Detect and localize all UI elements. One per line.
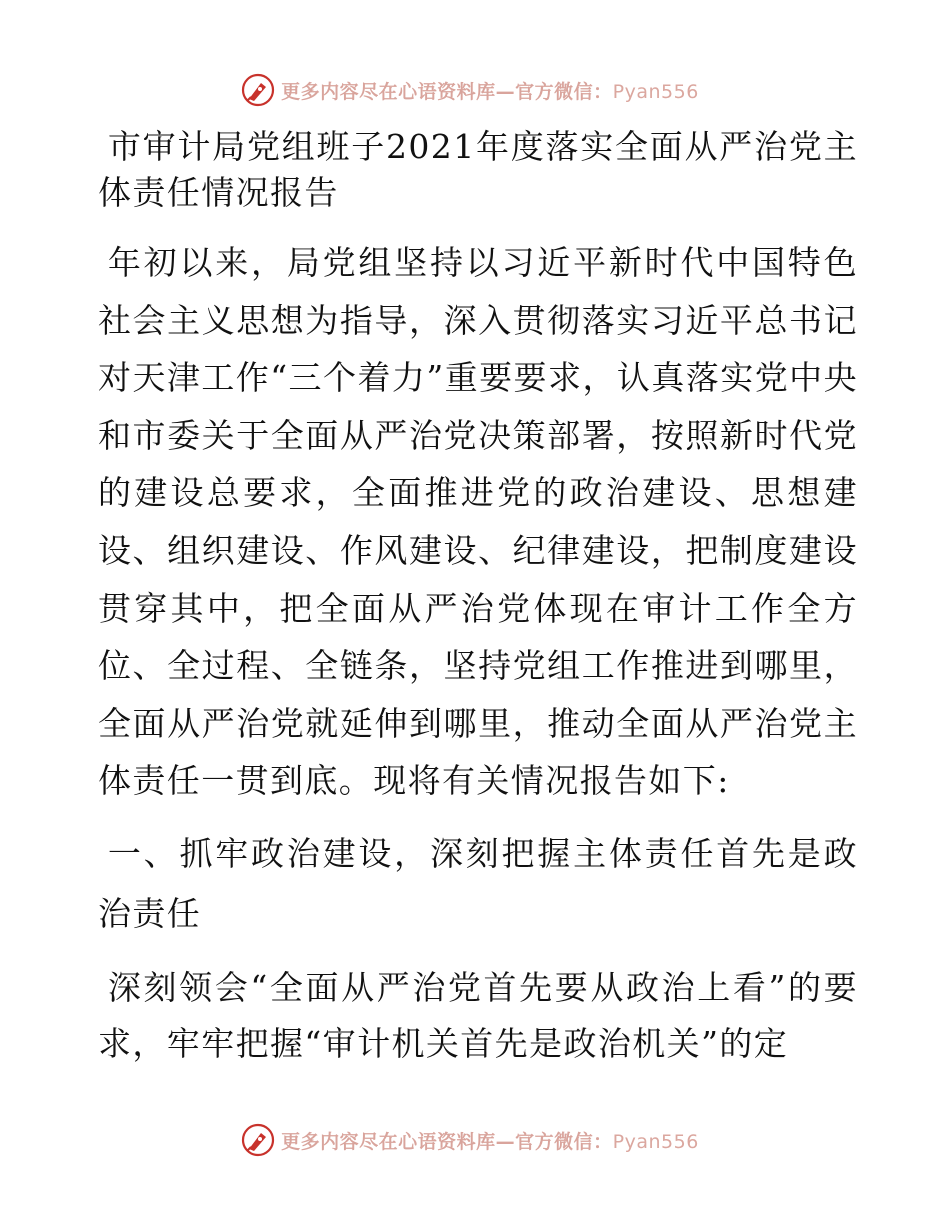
- header-watermark: [0, 70, 950, 110]
- wechat-id: Pyan556: [612, 80, 699, 103]
- document-title: 市审计局党组班子2021年度落实全面从严治党主体责任情况报告: [98, 127, 858, 212]
- section-1-heading: 一、抓牢政治建设，深刻把握主体责任首先是政治责任: [98, 833, 858, 933]
- footer-watermark: [0, 1120, 950, 1160]
- watermark-text: 更多内容尽在心语资料库—官方微信：Pyan556: [281, 1130, 699, 1153]
- section-1-paragraph: 深刻领会“全面从严治党首先要从政治上看”的要求，牢牢把握“审计机关首先是政治机关”的定: [98, 967, 858, 1063]
- pen-nib-logo-icon: [241, 73, 275, 107]
- document-body: [98, 124, 858, 1072]
- wechat-id: Pyan556: [612, 1130, 699, 1153]
- watermark-text: 更多内容尽在心语资料库—官方微信：Pyan556: [281, 80, 699, 103]
- pen-nib-logo-icon: [241, 1123, 275, 1157]
- intro-paragraph: 年初以来，局党组坚持以习近平新时代中国特色社会主义思想为指导，深入贯彻落实习近平总书记对天津工作“三个着力”重要要求，认真落实党中央和市委关于全面从严治党决策部署，按照新时代党的建设总要求，全面推进党的政治建设、思想建设、组织建设、作风建设、纪律建设，把制度建设贯穿其中，把全面从严治党体现在审计工作全方位、全过程、全链条，坚持党组工作推进到哪里，全面从严治党就延伸到哪里，推动全面从严治党主体责任一贯到底。现将有关情况报告如下:: [98, 243, 858, 801]
